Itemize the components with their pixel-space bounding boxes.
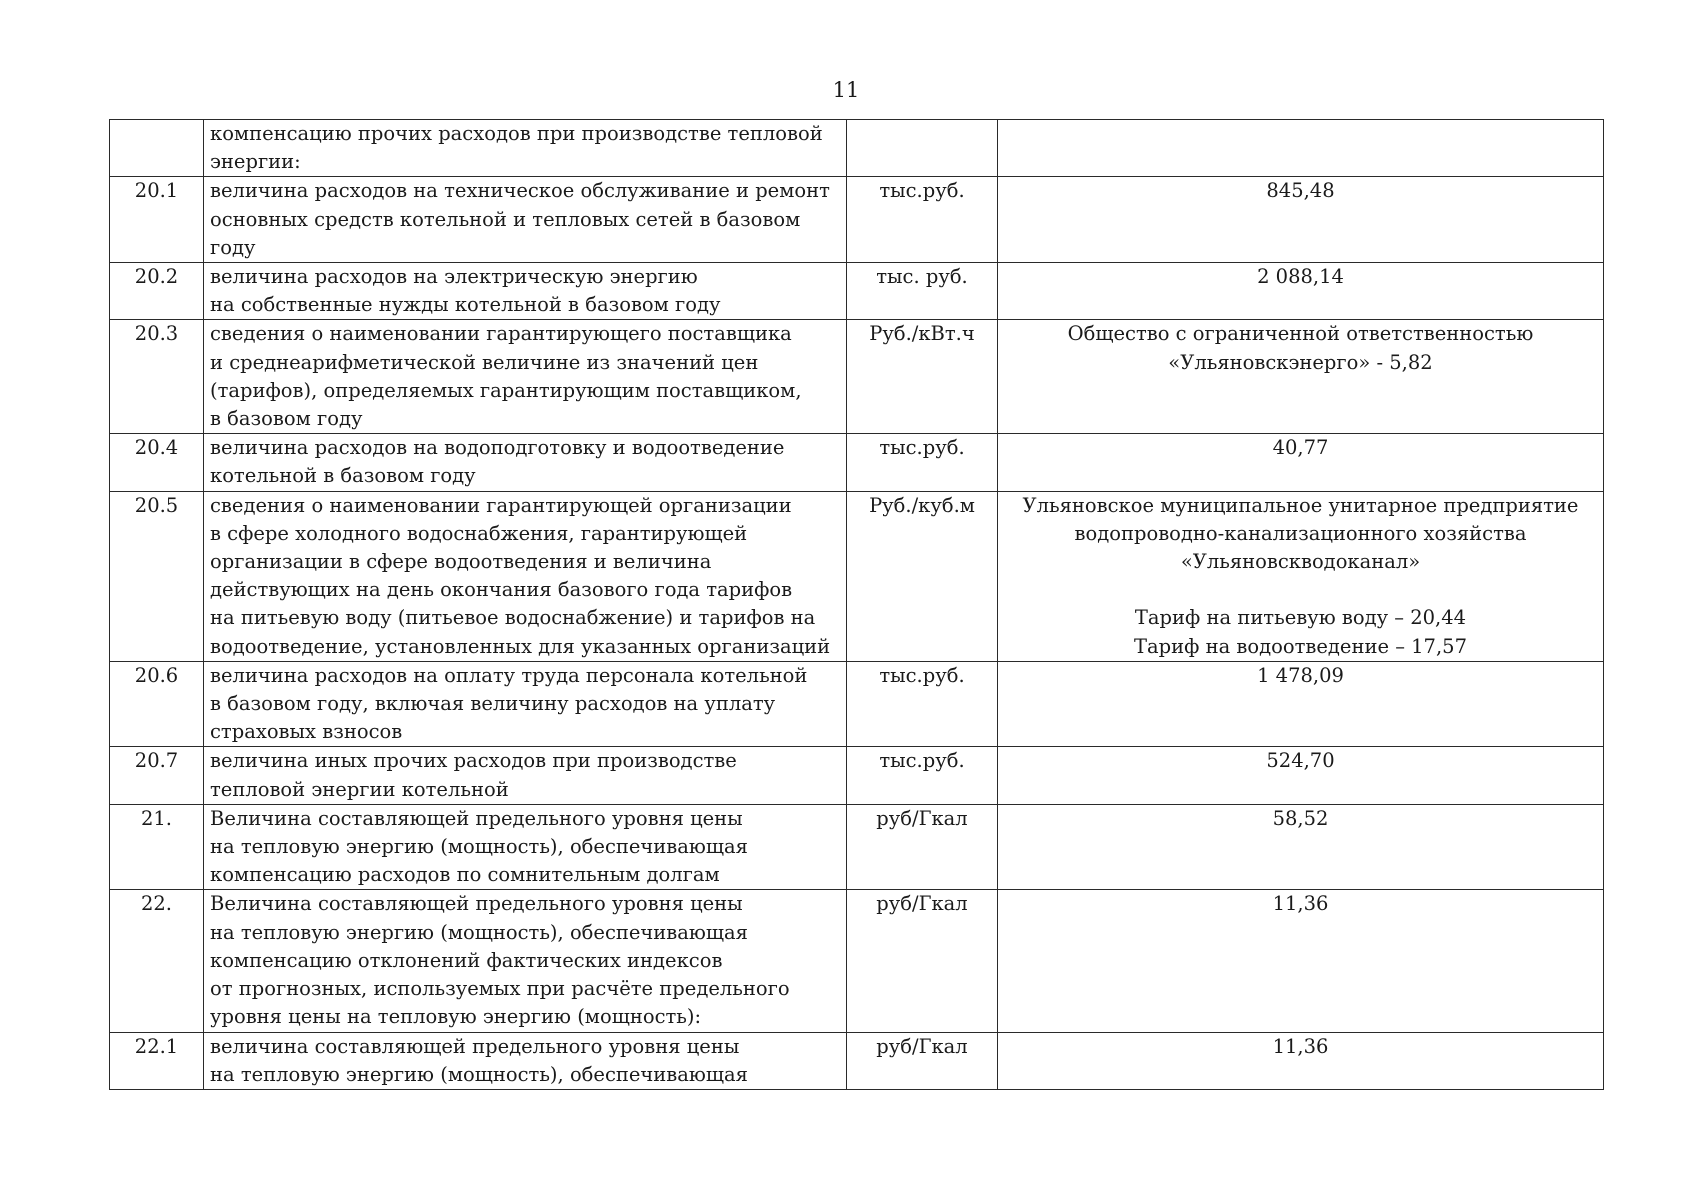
unit-cell: руб/Гкал: [847, 1032, 998, 1089]
description-line: Величина составляющей предельного уровня цены: [210, 892, 743, 916]
description-cell: [204, 661, 847, 747]
description-line: величина расходов на техническое обслуживание и ремонт: [210, 179, 830, 203]
value-cell: [998, 263, 1604, 320]
table-row: [110, 804, 1604, 890]
description-line: в базовом году: [210, 407, 363, 431]
description-line: (тарифов), определяемых гарантирующим поставщиком,: [210, 378, 802, 402]
unit-cell: руб/Гкал: [847, 804, 998, 890]
row-number-cell: 21.: [110, 804, 204, 890]
description-line: на собственные нужды котельной в базовом году: [210, 293, 721, 317]
value-cell: [998, 890, 1604, 1032]
unit-cell: руб/Гкал: [847, 890, 998, 1032]
unit-cell: Руб./куб.м: [847, 491, 998, 661]
description-line: действующих на день окончания базового года тарифов: [210, 578, 793, 602]
value-line: 845,48: [1266, 179, 1335, 203]
value-cell: [998, 491, 1604, 661]
description-line: сведения о наименовании гарантирующего поставщика: [210, 322, 792, 346]
unit-cell: тыс.руб.: [847, 177, 998, 263]
value-cell: [998, 434, 1604, 491]
description-line: компенсацию расходов по сомнительным долгам: [210, 863, 720, 887]
description-cell: [204, 320, 847, 434]
value-line: Ульяновское муниципальное унитарное предприятие: [1022, 493, 1579, 517]
description-line: величина расходов на электрическую энергию: [210, 265, 698, 289]
description-cell: [204, 747, 847, 804]
unit-cell: тыс.руб.: [847, 434, 998, 491]
row-number-cell: 20.5: [110, 491, 204, 661]
table-row: [110, 177, 1604, 263]
description-line: котельной в базовом году: [210, 464, 476, 488]
table-row: [110, 263, 1604, 320]
row-number-cell: 20.2: [110, 263, 204, 320]
value-line: 2 088,14: [1257, 265, 1344, 289]
description-line: на тепловую энергию (мощность), обеспечивающая: [210, 920, 748, 944]
description-line: уровня цены на тепловую энергию (мощность):: [210, 1005, 702, 1029]
description-cell: [204, 1032, 847, 1089]
row-number-cell: [110, 120, 204, 177]
description-line: году: [210, 235, 256, 259]
unit-cell: тыс. руб.: [847, 263, 998, 320]
value-cell: [998, 120, 1604, 177]
row-number-cell: 20.4: [110, 434, 204, 491]
unit-cell: тыс.руб.: [847, 747, 998, 804]
description-line: величина расходов на оплату труда персонала котельной: [210, 663, 808, 687]
description-cell: [204, 177, 847, 263]
page-number: 11: [832, 78, 860, 102]
table-row: [110, 320, 1604, 434]
description-line: компенсацию отклонений фактических индексов: [210, 948, 723, 972]
value-line: 1 478,09: [1257, 663, 1344, 687]
description-line: тепловой энергии котельной: [210, 777, 509, 801]
description-line: величина составляющей предельного уровня цены: [210, 1034, 740, 1058]
description-line: на тепловую энергию (мощность), обеспечивающая: [210, 835, 748, 859]
table-row: [110, 661, 1604, 747]
description-line: сведения о наименовании гарантирующей организации: [210, 493, 792, 517]
description-cell: [204, 804, 847, 890]
value-spacer: [1004, 576, 1597, 604]
table-row: [110, 1032, 1604, 1089]
description-line: от прогнозных, используемых при расчёте предельного: [210, 977, 790, 1001]
value-line: 524,70: [1266, 749, 1335, 773]
value-line: Тариф на питьевую воду – 20,44: [1134, 606, 1467, 630]
description-line: величина иных прочих расходов при производстве: [210, 749, 737, 773]
description-line: на тепловую энергию (мощность), обеспечивающая: [210, 1062, 748, 1086]
row-number-cell: 20.7: [110, 747, 204, 804]
description-line: компенсацию прочих расходов при производстве тепловой: [210, 122, 823, 145]
value-cell: [998, 661, 1604, 747]
value-cell: [998, 747, 1604, 804]
description-line: организации в сфере водоотведения и величина: [210, 550, 712, 574]
tariff-table: [109, 119, 1604, 1090]
description-line: основных средств котельной и тепловых сетей в базовом: [210, 207, 801, 231]
value-line: 58,52: [1272, 806, 1329, 830]
value-line: 11,36: [1272, 892, 1329, 916]
value-line: Общество с ограниченной ответственностью: [1067, 322, 1534, 346]
value-line: 11,36: [1272, 1034, 1329, 1058]
row-number-cell: 22.: [110, 890, 204, 1032]
value-cell: [998, 804, 1604, 890]
description-cell: [204, 434, 847, 491]
row-number-cell: 20.1: [110, 177, 204, 263]
value-line: «Ульяновскводоканал»: [1180, 550, 1421, 574]
unit-cell: Руб./кВт.ч: [847, 320, 998, 434]
description-line: в сфере холодного водоснабжения, гарантирующей: [210, 521, 748, 545]
unit-cell: [847, 120, 998, 177]
value-line: водопроводно-канализационного хозяйства: [1074, 521, 1527, 545]
value-line: 40,77: [1272, 436, 1329, 460]
row-number-cell: 20.6: [110, 661, 204, 747]
table-row: [110, 747, 1604, 804]
value-line: Тариф на водоотведение – 17,57: [1134, 634, 1467, 658]
row-number-cell: 20.3: [110, 320, 204, 434]
description-line: энергии:: [210, 150, 301, 174]
description-cell: [204, 120, 847, 177]
value-cell: [998, 177, 1604, 263]
description-line: в базовом году, включая величину расходов на уплату: [210, 692, 776, 716]
description-line: величина расходов на водоподготовку и водоотведение: [210, 436, 785, 460]
description-line: Величина составляющей предельного уровня цены: [210, 806, 743, 830]
table-row: [110, 491, 1604, 661]
table-row: [110, 434, 1604, 491]
value-cell: [998, 320, 1604, 434]
description-line: страховых взносов: [210, 720, 403, 744]
description-line: водоотведение, установленных для указанных организаций: [210, 634, 831, 658]
value-cell: [998, 1032, 1604, 1089]
unit-cell: тыс.руб.: [847, 661, 998, 747]
description-line: и среднеарифметической величине из значений цен: [210, 350, 759, 374]
description-cell: [204, 263, 847, 320]
row-number-cell: 22.1: [110, 1032, 204, 1089]
table-row: [110, 890, 1604, 1032]
description-cell: [204, 890, 847, 1032]
table-row: [110, 120, 1604, 177]
value-line: «Ульяновскэнерго» - 5,82: [1168, 350, 1433, 374]
description-cell: [204, 491, 847, 661]
description-line: на питьевую воду (питьевое водоснабжение) и тарифов на: [210, 606, 816, 630]
